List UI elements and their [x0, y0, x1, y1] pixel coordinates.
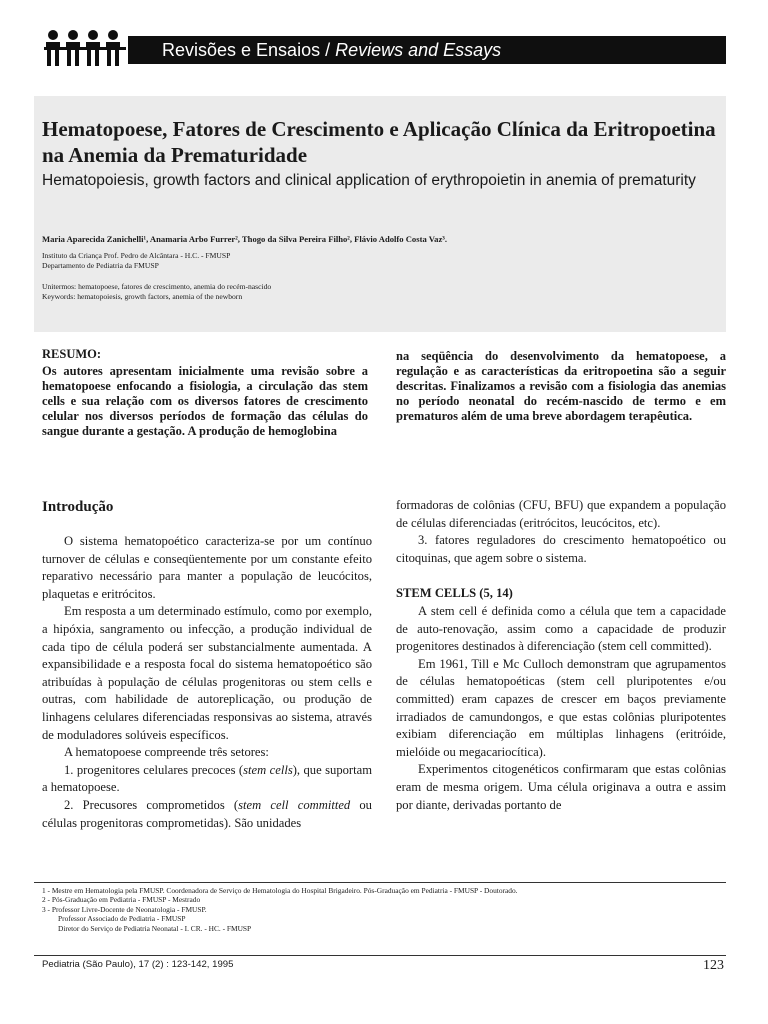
- subsection-heading: STEM CELLS (5, 14): [396, 586, 513, 601]
- author-list: Maria Aparecida Zanichelli¹, Anamaria Arbo Furrer², Thogo da Silva Pereira Filho², Flávio Adolfo Costa Vaz³.: [42, 234, 447, 244]
- paragraph: Em 1961, Till e Mc Culloch demonstram que agrupamentos de células hematopoéticas (stem cell pluripotentes e/ou committed) eram capazes de crescer em baços previamente irradiados de camundongos, e que estas colônias pluripotentes exibiam diferenciação em múltiplas linhagens (eritróide, mielóide ou megacariocítica).: [396, 656, 726, 759]
- page-footer-divider: [34, 955, 726, 956]
- list-text: 2. Precusores comprometidos (: [64, 797, 239, 812]
- paragraph: A hematopoese compreende três setores:: [64, 745, 269, 760]
- people-group-icon: [44, 30, 126, 68]
- footnotes: [42, 886, 722, 933]
- affiliation: [42, 251, 230, 271]
- body-column-right: [396, 497, 726, 814]
- keywords-en: Keywords: hematopoiesis, growth factors, anemia of the newborn: [42, 292, 243, 301]
- abstract-text-right: na seqüência do desenvolvimento da hematopoese, a regulação e as características da eritropoetina são a seguir descritas. Finalizamos a revisão com a fisiologia das anemias no período neonatal do recém-nascido de termo e em prematuros além de uma breve abordagem terapêutica.: [396, 349, 726, 423]
- paragraph: A stem cell é definida como a célula que tem a capacidade de auto-renovação, assim como a capacidade de produzir progenitores destinados à diferenciação (stem cell committed).: [396, 603, 726, 654]
- keywords: [42, 282, 271, 302]
- footnote-continuation: Diretor do Serviço de Pediatria Neonatal - I. CR. - HC. - FMUSP: [58, 923, 252, 933]
- abstract-text-left: Os autores apresentam inicialmente uma revisão sobre a hematopoese enfocando a fisiologia, a circulação das stem cells e sua relação com os diversos fatores de crescimento celular nos diversos períodos de formação das células do sangue durante a gestação. A produção de hemoglobina: [42, 364, 368, 438]
- footnote: 1 - Mestre em Hematologia pela FMUSP. Coordenadora de Serviço de Hematologia do Hospital Brigadeiro. Pós-Graduação em Pediatria - FMUSP - Doutorado.: [42, 886, 518, 895]
- affiliation-line: Departamento de Pediatria da FMUSP: [42, 261, 159, 270]
- paragraph: Em resposta a um determinado estímulo, como por exemplo, a hipóxia, sangramento ou infecção, a produção individual de cada tipo de célula poderá ser substancialmente aumentada. A expansibilidade e a resposta focal do sistema hematopoético são atribuídas à população de células progenitoras ou stem cells e outras, com habilidade de autoreplicação, ou produção de linhagens celulares diferenciadas responsivas ao sistema, através de moduladores solúveis específicos.: [42, 604, 372, 742]
- page-number: 123: [703, 958, 724, 973]
- footnote-continuation: Professor Associado de Pediatria - FMUSP: [58, 914, 186, 924]
- affiliation-line: Instituto da Criança Prof. Pedro de Alcântara - H.C. - FMUSP: [42, 251, 231, 260]
- emphasis: stem cell committed: [238, 797, 351, 812]
- article-title-english: Hematopoiesis, growth factors and clinical application of erythropoietin in anemia of prematurity: [42, 172, 696, 189]
- list-text: ou células progenitoras comprometidas). São unidades: [42, 797, 372, 830]
- section-label: [128, 36, 726, 64]
- paragraph: Experimentos citogenéticos confirmaram que estas colônias eram de mesma origem. Uma célula originava a outra e assim por diante, derivadas portanto de: [396, 762, 726, 812]
- footnote-divider: [34, 882, 726, 883]
- footnote: 2 - Pós-Graduação em Pediatria - FMUSP - Mestrado: [42, 895, 201, 905]
- section-label-pt: Revisões e Ensaios: [162, 40, 321, 60]
- body-column-left: [42, 497, 372, 832]
- emphasis: stem cells: [243, 762, 293, 777]
- list-item: [42, 797, 372, 832]
- list-item: [42, 762, 372, 797]
- journal-citation: Pediatria (São Paulo), 17 (2) : 123-142, 1995: [42, 959, 234, 970]
- list-item: 3. fatores reguladores do crescimento hematopoético ou citoquinas, que agem sobre o sistema.: [396, 533, 726, 565]
- keywords-pt: Unitermos: hematopoese, fatores de crescimento, anemia do recém-nascido: [42, 282, 272, 291]
- section-label-en: Reviews and Essays: [335, 40, 502, 60]
- paragraph: formadoras de colônias (CFU, BFU) que expandem a população de células diferenciadas (eritrócitos, leucócitos, etc).: [396, 498, 726, 530]
- paragraph: O sistema hematopoético caracteriza-se por um contínuo turnover de células e conseqüentemente por um constante efeito reparativo necessário para manter a população de leucócitos, plaquetas e eritrócitos.: [42, 534, 372, 601]
- abstract-heading: RESUMO:: [42, 347, 102, 361]
- list-text: ), que suportam a hematopoese.: [42, 762, 372, 795]
- section-banner: [44, 30, 726, 68]
- section-heading: Introdução: [42, 499, 114, 515]
- section-separator: /: [320, 40, 336, 60]
- list-text: 1. progenitores celulares precoces (: [64, 762, 244, 777]
- footnote: 3 - Professor Livre-Docente de Neonatologia - FMUSP.: [42, 904, 207, 914]
- article-title: Hematopoese, Fatores de Crescimento e Aplicação Clínica da Eritropoetina na Anemia da Prematuridade: [42, 117, 716, 167]
